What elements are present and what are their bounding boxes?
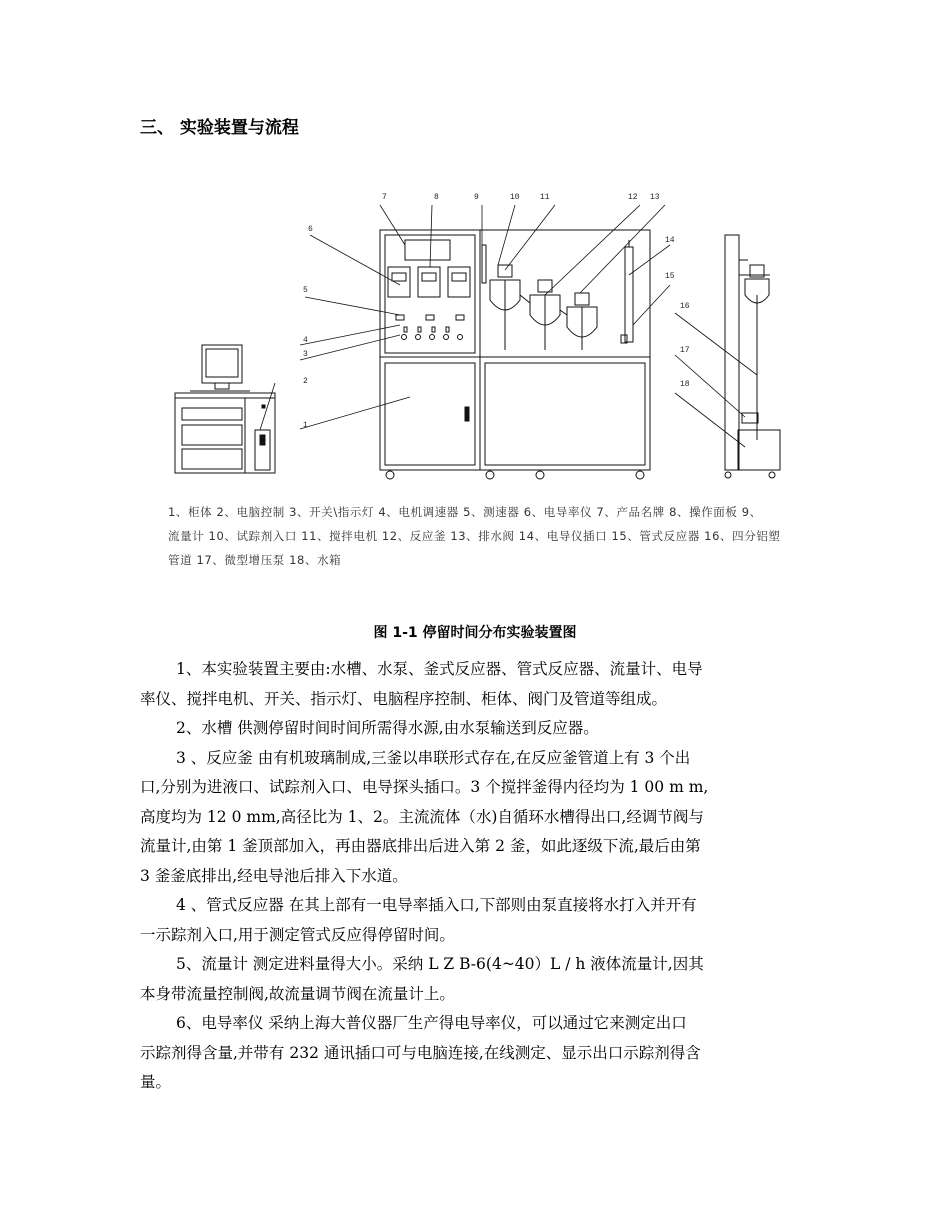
part-number: 17 (680, 346, 690, 355)
body-text (140, 655, 812, 1098)
part-number: 14 (665, 236, 675, 245)
part-number: 8 (434, 193, 439, 202)
text-line: 6、电导率仪 采纳上海大普仪器厂生产得电导率仪，可以通过它来测定出口 (176, 1014, 687, 1032)
part-number: 4 (303, 336, 308, 345)
text-line: 率仪、搅拌电机、开关、指示灯、电脑程序控制、柜体、阀门及管道等组成。 (140, 689, 668, 708)
text-line: 3 、反应釜 由有机玻璃制成,三釜以串联形式存在,在反应釜管道上有 3 个出 (176, 748, 691, 767)
text-line: 4 、管式反应器 在其上部有一电导率插入口,下部则由泵直接将水打入并开有 (176, 896, 697, 914)
part-number: 16 (680, 302, 690, 311)
text-line: 3 釜釜底排出,经电导池后排入下水道。 (140, 866, 408, 885)
main-cabinet (380, 230, 650, 479)
reactors (482, 240, 633, 350)
part-number: 5 (303, 286, 308, 295)
part-number: 11 (540, 193, 550, 202)
text-line: 量。 (140, 1073, 172, 1091)
computer-desk (175, 393, 275, 473)
figure-title: 图 1-1 停留时间分布实验装置图 (373, 625, 577, 641)
part-number: 10 (510, 193, 520, 202)
part-number: 18 (680, 380, 690, 389)
part-number: 6 (308, 225, 313, 234)
text-line: 1、本实验装置主要由:水槽、水泵、釜式反应器、管式反应器、流量计、电导 (176, 660, 703, 678)
legend-line: 流量计 10、试踪剂入口 11、搅拌电机 12、反应釜 13、排水阀 14、电导仪插口 15、管式反应器 16、四分铝塑 (168, 529, 781, 543)
text-line: 2、水槽 供测停留时间时间所需得水源,由水泵输送到反应器。 (176, 719, 599, 737)
text-line: 示踪剂得含量,并带有 232 通讯插口可与电脑连接,在线测定、显示出口示踪剂得含 (140, 1043, 701, 1062)
section-heading: 三、 实验装置与流程 (140, 118, 299, 138)
text-line: 流量计,由第 1 釜顶部加入，再由器底排出后进入第 2 釜，如此逐级下流,最后由第 (140, 837, 701, 855)
part-number: 15 (665, 272, 675, 281)
part-number: 12 (628, 193, 638, 202)
part-number: 1 (303, 421, 308, 430)
part-number: 2 (303, 377, 308, 386)
figure-legend (168, 500, 808, 572)
part-number: 3 (303, 350, 308, 359)
text-line: 一示踪剂入口,用于测定管式反应得停留时间。 (140, 925, 455, 944)
callout-lines (260, 205, 757, 447)
text-line: 本身带流量控制阀,故流量调节阀在流量计上。 (140, 984, 455, 1003)
text-line: 口,分别为进液口、试踪剂入口、电导探头插口。3 个搅拌釜得内径均为 1 00 m m, (140, 778, 709, 796)
side-view (725, 235, 780, 478)
legend-line: 1、柜体 2、电脑控制 3、开关\指示灯 4、电机调速器 5、测速器 6、电导率仪 7、产品名牌 8、操作面板 9、 (168, 505, 762, 519)
legend-line: 管道 17、微型增压泵 18、水箱 (168, 553, 342, 567)
part-number: 9 (474, 193, 479, 202)
part-number: 13 (650, 193, 660, 202)
computer-monitor (190, 345, 250, 391)
part-number: 7 (382, 193, 387, 202)
text-line: 5、流量计 测定进料量得大小。采纳 L Z B-6(4~40）L / h 液体流量计,因其 (176, 955, 704, 973)
text-line: 高度均为 12 0 mm,高径比为 1、2。主流流体（水)自循环水槽得出口,经调节阀与 (140, 807, 704, 826)
